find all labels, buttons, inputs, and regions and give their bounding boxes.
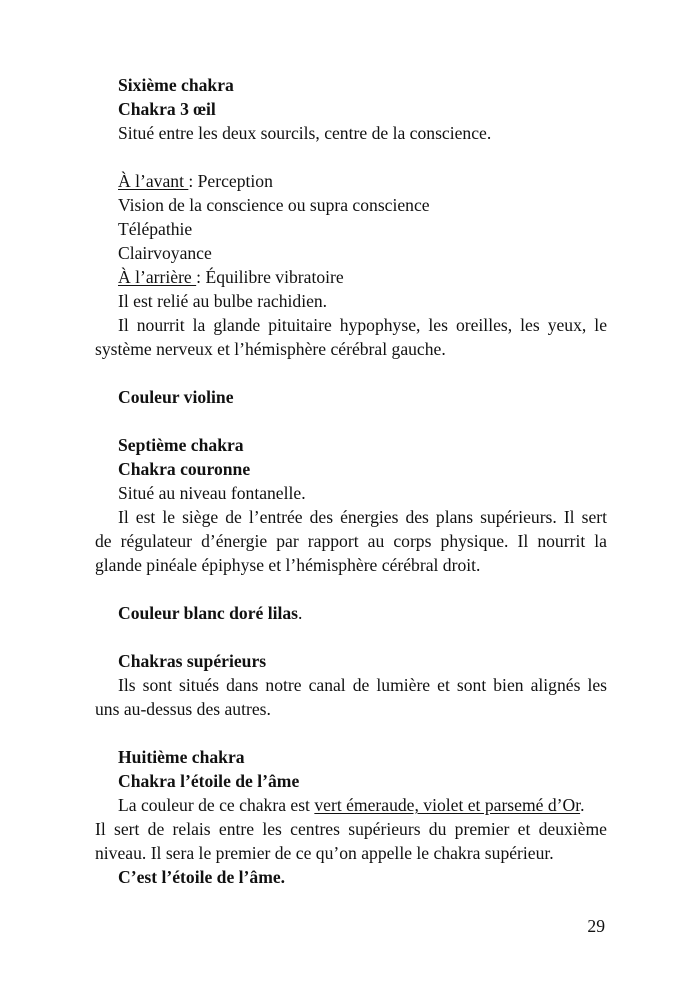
eighth-closing-line: C’est l’étoile de l’âme. <box>118 867 286 887</box>
seventh-chakra-color: Couleur blanc doré lilas <box>118 603 299 623</box>
spacer <box>95 145 607 169</box>
sixth-front-label: À l’avant <box>118 171 189 191</box>
eighth-paragraph-line-2: niveau. Il sera le premier de ce qu’on appelle le chakra supérieur. <box>95 843 554 863</box>
sixth-back-line <box>95 265 607 289</box>
seventh-chakra-subheading: Chakra couronne <box>118 459 251 479</box>
sixth-back-value: : Équilibre vibratoire <box>196 267 344 287</box>
seventh-color-line <box>95 601 607 625</box>
seventh-paragraph-line-3: glande pinéale épiphyse et l’hémisphère cérébral droit. <box>95 555 481 575</box>
eighth-color-line <box>95 793 607 817</box>
seventh-paragraph-line-1: Il est le siège de l’entrée des énergies des plans supérieurs. Il sert <box>118 507 607 527</box>
sixth-line-vision: Vision de la conscience ou supra conscience <box>118 195 430 215</box>
sixth-chakra-location: Situé entre les deux sourcils, centre de la conscience. <box>118 123 492 143</box>
seventh-chakra-heading: Septième chakra <box>118 435 244 455</box>
eighth-color-prefix: La couleur de ce chakra est <box>118 795 315 815</box>
sixth-line-telepathy: Télépathie <box>118 219 193 239</box>
eighth-paragraph-line-1: Il sert de relais entre les centres supérieurs du premier et deuxième <box>95 819 607 839</box>
page-number: 29 <box>587 916 605 936</box>
sixth-front-line <box>95 169 607 193</box>
superior-paragraph-line-1: Ils sont situés dans notre canal de lumière et sont bien alignés les <box>118 675 607 695</box>
sixth-back-label: À l’arrière <box>118 267 197 287</box>
seventh-chakra-location: Situé au niveau fontanelle. <box>118 483 306 503</box>
spacer <box>95 721 607 745</box>
eighth-chakra-heading: Huitième chakra <box>118 747 245 767</box>
sixth-front-value: : Perception <box>188 171 273 191</box>
eighth-chakra-subheading: Chakra l’étoile de l’âme <box>118 771 300 791</box>
sixth-paragraph-line-1: Il nourrit la glande pituitaire hypophyse, les oreilles, les yeux, le <box>118 315 607 335</box>
sixth-chakra-subheading: Chakra 3 œil <box>118 99 216 119</box>
eighth-color-suffix: . <box>580 795 585 815</box>
superior-paragraph-line-2: uns au-dessus des autres. <box>95 699 271 719</box>
sixth-line-bulbe: Il est relié au bulbe rachidien. <box>118 291 328 311</box>
seventh-color-period: . <box>298 603 303 623</box>
sixth-paragraph-line-2: système nerveux et l’hémisphère cérébral gauche. <box>95 339 446 359</box>
page-body <box>95 73 607 889</box>
sixth-line-clairvoyance: Clairvoyance <box>118 243 212 263</box>
spacer <box>95 625 607 649</box>
sixth-chakra-heading: Sixième chakra <box>118 75 234 95</box>
seventh-paragraph-line-2: de régulateur d’énergie par rapport au corps physique. Il nourrit la <box>95 531 607 551</box>
eighth-color-value: vert émeraude, violet et parsemé d’Or <box>314 795 581 815</box>
spacer <box>95 361 607 385</box>
superior-chakras-heading: Chakras supérieurs <box>118 651 267 671</box>
sixth-chakra-color: Couleur violine <box>118 387 234 407</box>
spacer <box>95 409 607 433</box>
spacer <box>95 577 607 601</box>
